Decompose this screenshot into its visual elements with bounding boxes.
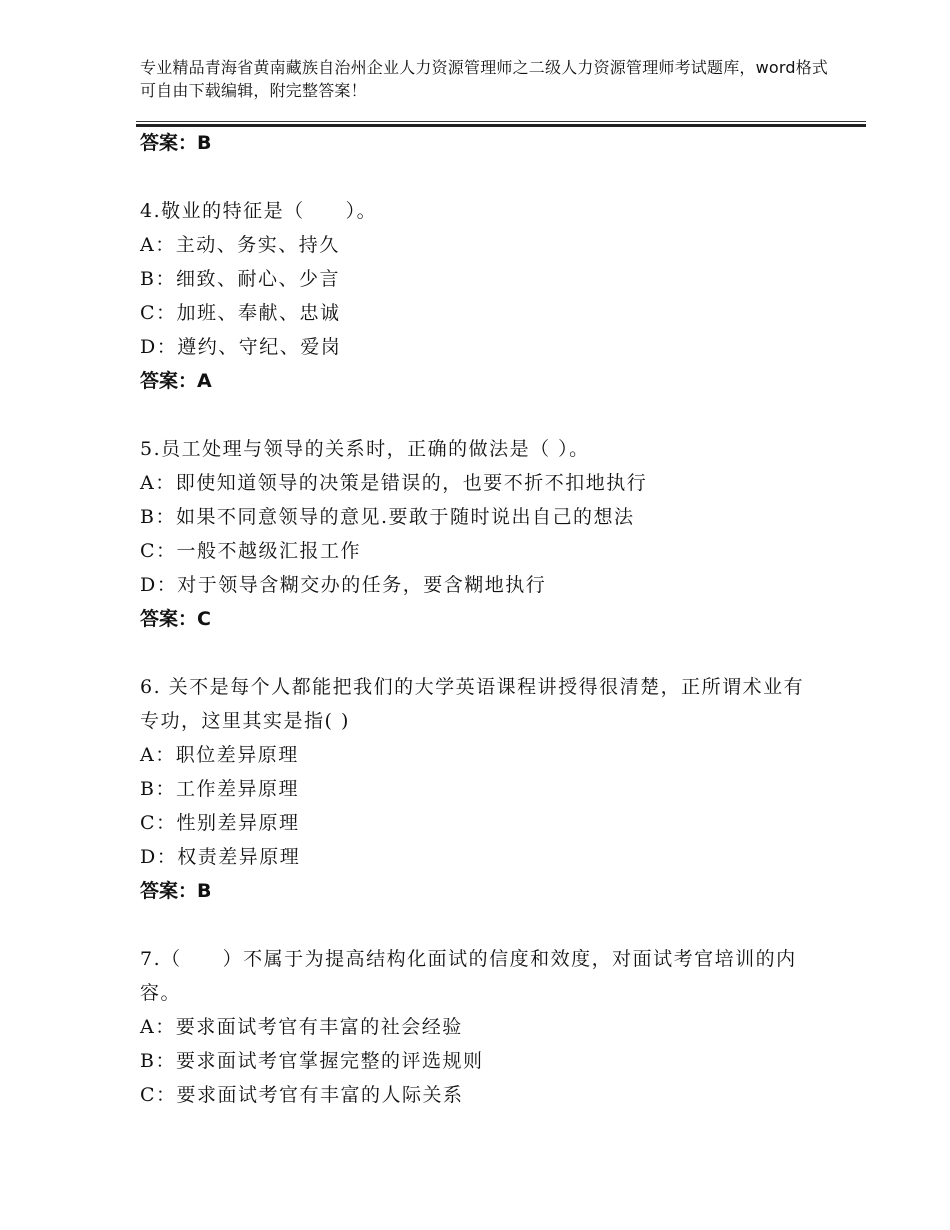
question-text: 4.敬业的特征是（ ）。: [140, 200, 378, 222]
option-a: A：主动、务实、持久: [140, 234, 340, 256]
question-text: 6. 关不是每个人都能把我们的大学英语课程讲授得很清楚，正所谓术业有专功，这里其实是指( ): [140, 676, 805, 732]
option-d: D：权责差异原理: [140, 846, 301, 868]
option-d: D：遵约、守纪、爱岗: [140, 336, 342, 358]
question-text: 7.（ ）不属于为提高结构化面试的信度和效度，对面试考官培训的内容。: [140, 948, 797, 1004]
header-divider-thin: [136, 121, 866, 122]
previous-question-answer: 答案：B: [140, 132, 212, 154]
question-answer: 答案：B: [140, 880, 212, 902]
question-5: [140, 432, 820, 636]
question-6: [140, 670, 820, 908]
option-c: C：一般不越级汇报工作: [140, 540, 362, 562]
question-list: [140, 126, 820, 1112]
option-c: C：要求面试考官有丰富的人际关系: [140, 1084, 464, 1106]
option-a: A：要求面试考官有丰富的社会经验: [140, 1016, 463, 1038]
option-a: A：即使知道领导的决策是错误的，也要不折不扣地执行: [140, 472, 648, 494]
option-b: B：如果不同意领导的意见.要敢于随时说出自己的想法: [140, 506, 635, 528]
document-header: 专业精品青海省黄南藏族自治州企业人力资源管理师之二级人力资源管理师考试题库，word格式可自由下载编辑，附完整答案！: [140, 58, 829, 100]
option-b: B：细致、耐心、少言: [140, 268, 340, 290]
option-b: B：要求面试考官掌握完整的评选规则: [140, 1050, 484, 1072]
question-7: [140, 942, 820, 1112]
question-answer: 答案：A: [140, 370, 212, 392]
question-4: [140, 194, 820, 398]
option-c: C：加班、奉献、忠诚: [140, 302, 341, 324]
question-text: 5.员工处理与领导的关系时，正确的做法是（ ）。: [140, 438, 590, 460]
option-a: A：职位差异原理: [140, 744, 299, 766]
question-answer: 答案：C: [140, 608, 211, 630]
option-b: B：工作差异原理: [140, 778, 299, 800]
option-d: D：对于领导含糊交办的任务，要含糊地执行: [140, 574, 547, 596]
option-c: C：性别差异原理: [140, 812, 300, 834]
